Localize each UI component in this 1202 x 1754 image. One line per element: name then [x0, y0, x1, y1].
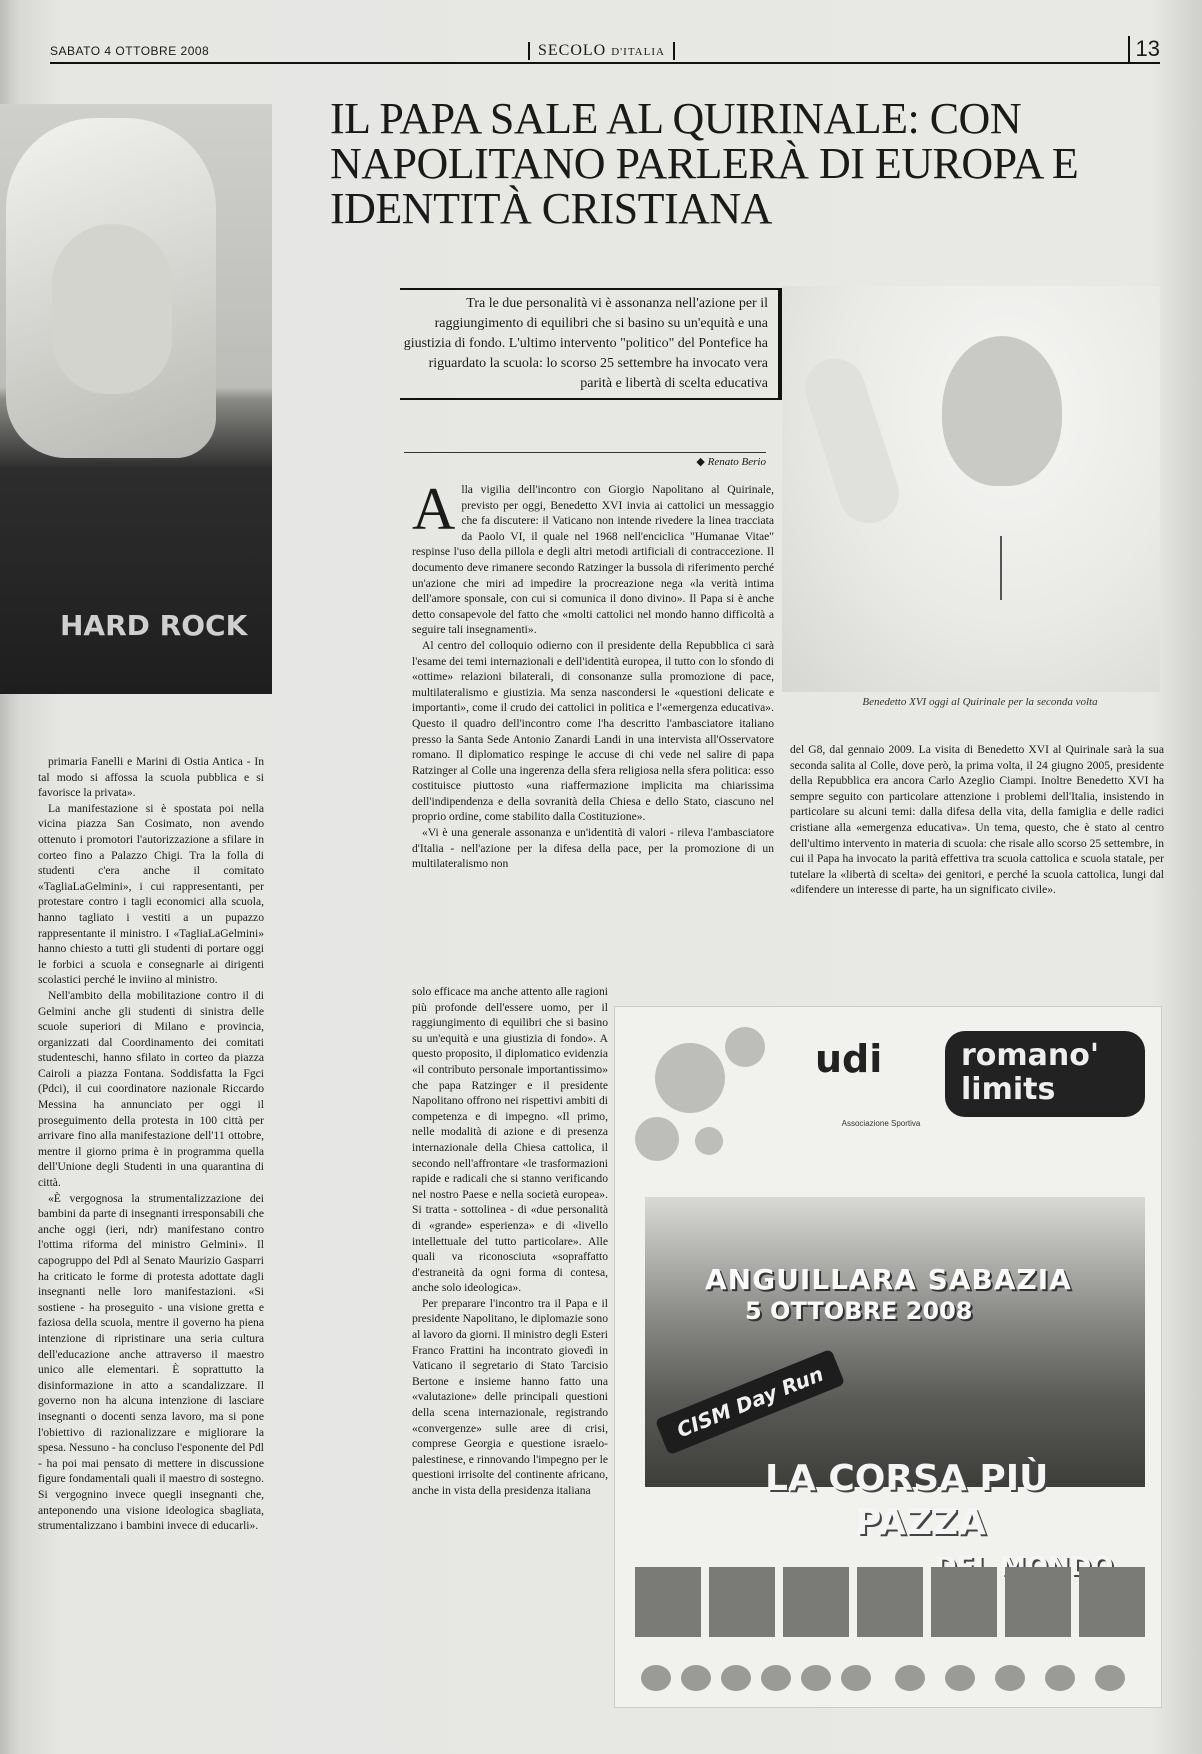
byline-author: Renato Berio	[707, 456, 766, 468]
sponsor-logo-icon	[1045, 1665, 1075, 1691]
pope-photo-caption: Benedetto XVI oggi al Quirinale per la seconda volta	[862, 696, 1098, 708]
ad-photo-strip	[635, 1567, 1145, 1637]
sponsor-logo-icon	[945, 1665, 975, 1691]
ad-sponsor-line: Associazione Sportiva	[841, 1119, 921, 1128]
ad-strip-photo	[709, 1567, 775, 1637]
sponsor-logo-icon	[1095, 1665, 1125, 1691]
paper-name	[528, 42, 675, 60]
student-photo	[0, 104, 272, 694]
article-lead-text: lla vigilia dell'incontro con Giorgio Napolitano al Quirinale, previsto per oggi, Benedetto XVI invia ai cattolici un messaggio che fa discutere: il Vaticano non intende rivedere la linea tracciata da Paolo VI, il quale nel 1968 nell'enciclica "Humanae Vitae" respinse l'uso della pillola e degli altri metodi artificiali di contraccezione. Il documento deve rimanere secondo Ratzinger la bussola di riferimento perché un'azione che miri ad impedire la procreazione nega «la verità intima dell'amore sponsale, con cui si comunica il dono divino». Il Papa si è anche detto consapevole del fatto che «molti cattolici nel mondo hanno difficoltà a seguire tali insegnamenti».	[412, 483, 774, 637]
ad-bubble	[655, 1043, 725, 1113]
article-paragraph: solo efficace ma anche attento alle ragioni più profonde dell'essere uomo, per il raggiungimento di equilibri che si basino su un'equità e una giustizia di fondo». A questo proposito, il diplomatico evidenzia «il contributo personale importantissimo» che papa Ratzinger e il presidente Napolitano offrono nei rispettivi ambiti di competenza e di impegno. «Il primo, nelle modalità di azione e di presenza internazionale della Chiesa cattolica, il secondo nell'affrontare «le trasformazioni rapide e radicali che si stanno verificando nel nostro Paese e nella società europea». Si tratta - sottolinea - di «due personalità di «grande» esperienza» e di «livello intellettuale del tutto particolare». Alle quali va riconosciuta «sopraffatto d'estraneità da ogni forma di contesa, anche solo ideologica».	[412, 985, 608, 1295]
sidebar-paragraph: La manifestazione si è spostata poi nella vicina piazza San Cosimato, non avendo ottenuto i promotori l'autorizzazione a sfilare in corteo fino a Palazzo Chigi. Tra la folla di studenti c'era anche il comitato «TagliaLaGelmini», i cui rappresentanti, per protestare contro i tagli economici alla scuola, hanno tagliato i vestiti a un pupazzo rappresentante il ministro. I «TagliaLaGelmini» hanno chiesto a tutti gli studenti di portare oggi le forbici a scuola e consegnarle ai dirigenti scolastici perché le inviino al ministro.	[38, 801, 264, 987]
article-lead-paragraph	[412, 476, 774, 638]
paper-name-main: SECOLO	[538, 42, 607, 59]
pope-photo-arm	[797, 351, 907, 531]
ad-banner: CISM Day Run	[655, 1349, 845, 1455]
byline: ◆ Renato Berio	[404, 452, 766, 468]
ad-slogan-line: PAZZA	[855, 1502, 987, 1543]
ad-strip-photo	[783, 1567, 849, 1637]
student-photo-face	[52, 224, 172, 394]
ad-event-date: 5 OTTOBRE 2008	[745, 1297, 973, 1325]
ad-strip-photo	[1005, 1567, 1071, 1637]
sponsor-logo-icon	[895, 1665, 925, 1691]
ad-logo-udi: udi	[815, 1037, 883, 1081]
paper-name-suffix: D'ITALIA	[611, 46, 665, 58]
pope-photo-head	[942, 336, 1062, 486]
sponsor-logo-icon	[761, 1665, 791, 1691]
ad-strip-photo	[931, 1567, 997, 1637]
sidebar-paragraph: «È vergognosa la strumentalizzazione dei bambini da parte di insegnanti irresponsabili che anche oggi (ieri, ndr) manifestano contro l'ottima riforma del ministro Gelmini». Il capogruppo del Pdl al Senato Maurizio Gasparri ha criticato le forme di protesta adottate dagli insegnanti nelle loro manifestazioni. «Si sostiene - ha proseguito - una visione gretta e faziosa della scuola, mentre il governo ha piena intenzione di ripristinare una seria cultura dell'educazione anche attraverso il maestro unico alle elementari. È soprattutto la disinformazione in atto a scandalizzare. Il governo non ha alcuna intenzione di lasciare insegnanti o docenti senza lavoro, ma si pone l'obiettivo di razionalizzare e migliorare la spesa. Nessuno - ha concluso l'esponente del Pdl - ha poi mai pensato di mettere in discussione figure fondamentali quali il maestro di sostegno. Si vergognino invece quegli insegnanti che, anteponendo una visione ideologica sbagliata, strumentalizzano i bambini invece di educarli».	[38, 1191, 264, 1533]
sponsor-logo-icon	[995, 1665, 1025, 1691]
ad-strip-photo	[857, 1567, 923, 1637]
sponsor-logo-icon	[721, 1665, 751, 1691]
masthead	[50, 36, 1160, 66]
issue-date: SABATO 4 OTTOBRE 2008	[50, 44, 210, 58]
ad-bubble	[635, 1117, 679, 1161]
ad-bubble	[695, 1127, 723, 1155]
article-column-2	[412, 984, 608, 1499]
sidebar-article-column	[38, 754, 264, 1534]
ad-slogan-line: LA CORSA PIÙ	[765, 1458, 1049, 1499]
ad-strip-photo	[635, 1567, 701, 1637]
article-paragraph: Per preparare l'incontro tra il Papa e il presidente Napolitano, le diplomazie sono al lavoro da giorni. Il ministro degli Esteri Franco Frattini ha incontrato giovedì in Vaticano il segretario di Stato Tarcisio Bertone e insieme hanno fatto una «valutazione» delle principali questioni della scena internazionale, registrando «convergenze» sulle aree di crisi, comprese Georgia e questione israelo-palestinese, e rinnovando l'impegno per le questioni irrisolte del continente africano, anche in vista della presidenza italiana	[412, 1296, 608, 1497]
article-column-1	[412, 476, 774, 872]
page-number: 13	[1128, 36, 1160, 62]
sponsor-logo-icon	[841, 1665, 871, 1691]
sidebar-paragraph: Nell'ambito della mobilitazione contro il di Gelmini anche gli studenti di sinistra delle scuole superiori di Milano e provincia, organizzati dal Coordinamento dei comitati studenteschi, hanno sfilato in corteo da piazza Cairoli a piazza Fontana. Soddisfatta la Fgci (Pdci), il cui coordinatore nazionale Riccardo Messina ha annunciato per oggi il proseguimento della protesta in 100 città per arrivare fino alla manifestazione dell'11 ottobre, mentre il giorno prima è in programma quella dell'Unione degli Studenti in una quarantina di città.	[38, 988, 264, 1190]
article-dropcap: A	[412, 476, 456, 542]
ad-race-photo	[645, 1197, 1145, 1487]
pope-photo	[782, 286, 1160, 692]
advertisement	[614, 1006, 1162, 1708]
masthead-rule	[50, 62, 1160, 64]
sidebar-paragraph: primaria Fanelli e Marini di Ostia Antica - In tal modo si affossa la scuola pubblica e si favorisce la privata».	[38, 755, 264, 800]
ad-strip-photo	[1079, 1567, 1145, 1637]
ad-sponsor-logos	[635, 1657, 1145, 1697]
ad-bubble	[725, 1027, 765, 1067]
student-shirt-print: HARD ROCK	[60, 609, 248, 642]
article-paragraph: del G8, dal gennaio 2009. La visita di Benedetto XVI al Quirinale sarà la sua seconda salita al Colle, dove però, la prima volta, il 24 giugno 2005, presidente della Repubblica era ancora Carlo Azeglio Ciampi. Inoltre Benedetto XVI ha sempre seguito con particolare attenzione i problemi dell'Italia, insistendo in particolare su alcuni temi: dalla difesa della vita, della famiglia e delle radici cristiane alla «emergenza educativa». Un tema, questo, che è stato al centro dell'ultimo intervento in materia di scuola: che risale allo scorso 25 settembre, in cui il Papa ha invocato la parità effettiva tra scuola cattolica e scuola statale, per tutelare la «libertà di scelta» dei genitori, e perché la scuola cattolica, lungi dal «difendere un interesse di parte, ha un significato civile».	[790, 743, 1164, 897]
article-paragraph: Al centro del colloquio odierno con il presidente della Repubblica ci sarà l'esame dei temi internazionali e dell'identità europea, il tutto con lo sfondo di «ottime» relazioni bilaterali, di consonanze sulla promozione di pace, multilateralismo e giustizia. Ma senza nascondersi le «questioni delicate e importanti», come il crudo dei cattolici in politica e l'«emergenza educativa». Questo il quadro dell'incontro come l'ha descritto l'ambasciatore italiano presso la Santa Sede Antonio Zanardi Landi in una intervista all'Osservatore romano. Il diplomatico respinge le accuse di chi vede nel salire di papa Ratzinger al Colle una ingerenza della sfera religiosa nella sfera politica: esso costituisce piuttosto «una riaffermazione implicita ma chiarissima dell'indipendenza e della sovranità della Chiesa e dello Stato, ciascuno nel proprio ordine, come stabilito dalla Costituzione».	[412, 638, 774, 824]
ad-logo-romano-limits: romano' limits	[945, 1031, 1145, 1117]
headline: IL PAPA SALE AL QUIRINALE: CON NAPOLITANO PARLERÀ DI EUROPA E IDENTITÀ CRISTIANA	[330, 94, 1079, 233]
sponsor-logo-icon	[681, 1665, 711, 1691]
standfirst: Tra le due personalità vi è assonanza nell'azione per il raggiungimento di equilibri che si basino su un'equità e una giustizia di fondo. L'ultimo intervento "politico" del Pontefice ha riguardato la scuola: lo scorso 25 settembre ha invocato vera parità e libertà di scelta educativa	[400, 288, 782, 400]
ad-location: ANGUILLARA SABAZIA	[705, 1263, 1072, 1296]
sponsor-logo-icon	[641, 1665, 671, 1691]
pope-photo-cross	[1000, 536, 1002, 600]
article-column-3	[790, 742, 1164, 898]
article-paragraph: «Vi è una generale assonanza e un'identità di valori - rileva l'ambasciatore d'Italia - nell'azione per la difesa della pace, per la promozione di un multilateralismo non	[412, 826, 774, 871]
sponsor-logo-icon	[801, 1665, 831, 1691]
